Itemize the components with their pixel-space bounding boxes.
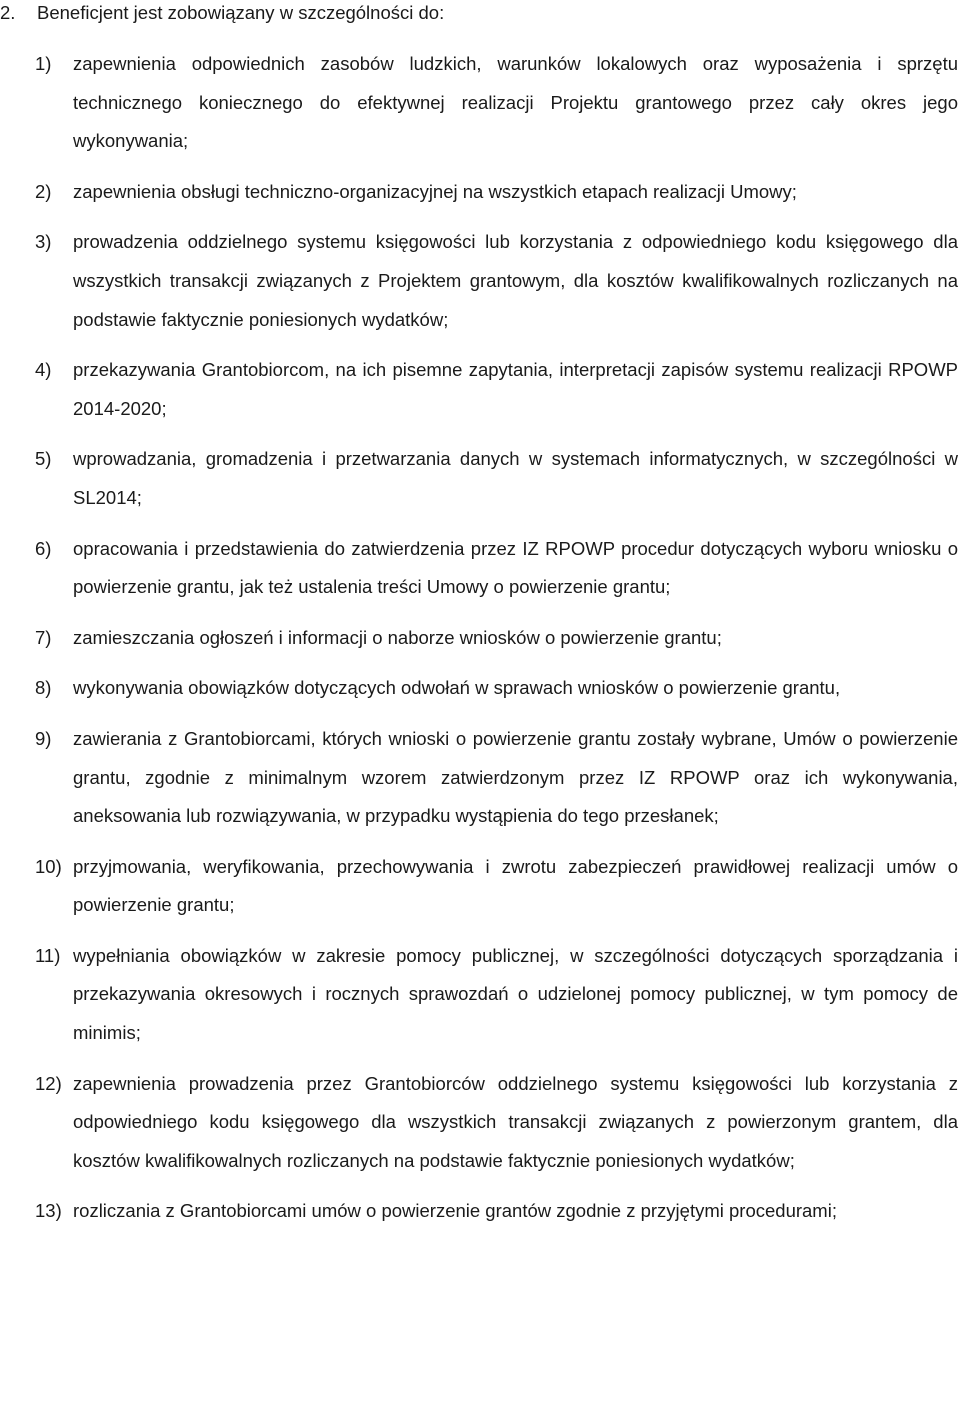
list-item-text: wprowadzania, gromadzenia i przetwarzania danych w systemach informatycznych, w szczególności w SL2014; — [73, 448, 958, 508]
list-item-number: 2) — [35, 180, 52, 202]
list-item-number: 5) — [35, 448, 52, 470]
list-item-text: zapewnienia odpowiednich zasobów ludzkich, warunków lokalowych oraz wyposażenia i sprzętu technicznego koniecznego do efektywnej realizacji Projektu grantowego przez cały okres jego wykonywania; — [73, 53, 958, 152]
list-item — [0, 440, 958, 517]
list-item-number: 10) — [35, 855, 62, 877]
list-item-text: przekazywania Grantobiorcom, na ich pisemne zapytania, interpretacji zapisów systemu realizacji RPOWP 2014-2020; — [73, 359, 958, 419]
list-item — [0, 173, 958, 212]
list-item-number: 8) — [35, 677, 52, 699]
list-item-text: zawierania z Grantobiorcami, których wnioski o powierzenie grantu zostały wybrane, Umów o powierzenie grantu, zgodnie z minimalnym wzorem zatwierdzonym przez IZ RPOWP oraz ich wykonywania, aneksowania lub rozwiązywania, w przypadku wystąpienia do tego przesłanek; — [73, 727, 958, 827]
list-item — [0, 223, 958, 339]
list-item — [0, 45, 958, 161]
list-item — [0, 1065, 958, 1181]
list-item-number: 6) — [35, 537, 52, 559]
list-item-number: 12) — [35, 1072, 62, 1094]
list-item-number: 3) — [35, 231, 52, 253]
list-item — [0, 720, 958, 836]
list-item-number: 11) — [35, 944, 61, 966]
list-item-text: zapewnienia obsługi techniczno-organizacyjnej na wszystkich etapach realizacji Umowy; — [73, 180, 797, 202]
list-item-text: przyjmowania, weryfikowania, przechowywania i zwrotu zabezpieczeń prawidłowej realizacji umów o powierzenie grantu; — [73, 855, 958, 916]
list-item-number: 1) — [35, 53, 52, 74]
list-item-number: 7) — [35, 626, 52, 648]
obligations-list — [0, 45, 958, 1243]
section-title: Beneficjent jest zobowiązany w szczególności do: — [37, 2, 445, 23]
list-item-text: rozliczania z Grantobiorcami umów o powierzenie grantów zgodnie z przyjętymi procedurami; — [73, 1200, 837, 1222]
list-item — [0, 669, 958, 708]
section-heading — [0, 0, 444, 26]
list-item-text: opracowania i przedstawienia do zatwierdzenia przez IZ RPOWP procedur dotyczących wyboru wniosku o powierzenie grantu, jak też ustalenia treści Umowy o powierzenie grantu; — [73, 537, 958, 598]
list-item — [0, 530, 958, 607]
list-item-number: 9) — [35, 727, 52, 749]
list-item-text: wypełniania obowiązków w zakresie pomocy publicznej, w szczególności dotyczących sporządzania i przekazywania okresowych i rocznych sprawozdań o udzielonej pomocy publicznej, w tym pomocy de minimis; — [73, 944, 958, 1044]
list-item — [0, 1192, 958, 1231]
list-item-text: zamieszczania ogłoszeń i informacji o naborze wniosków o powierzenie grantu; — [73, 626, 722, 648]
list-item — [0, 619, 958, 658]
list-item-number: 4) — [35, 359, 52, 381]
list-item-number: 13) — [35, 1200, 62, 1222]
list-item — [0, 351, 958, 428]
list-item-text: zapewnienia prowadzenia przez Grantobiorców oddzielnego systemu księgowości lub korzystania z odpowiedniego kodu księgowego dla wszystkich transakcji związanych z powierzonym grantem, dla kosztów kwalifikowalnych rozliczanych na podstawie faktycznie poniesionych wydatków; — [73, 1072, 958, 1171]
list-item — [0, 937, 958, 1053]
list-item-text: wykonywania obowiązków dotyczących odwołań w sprawach wniosków o powierzenie grantu, — [73, 677, 841, 699]
section-number: 2. — [0, 2, 16, 23]
list-item-text: prowadzenia oddzielnego systemu księgowości lub korzystania z odpowiedniego kodu księgowego dla wszystkich transakcji związanych z Projektem grantowym, dla kosztów kwalifikowalnych rozliczanych na podstawie faktycznie poniesionych wydatków; — [73, 231, 958, 330]
list-item — [0, 848, 958, 925]
